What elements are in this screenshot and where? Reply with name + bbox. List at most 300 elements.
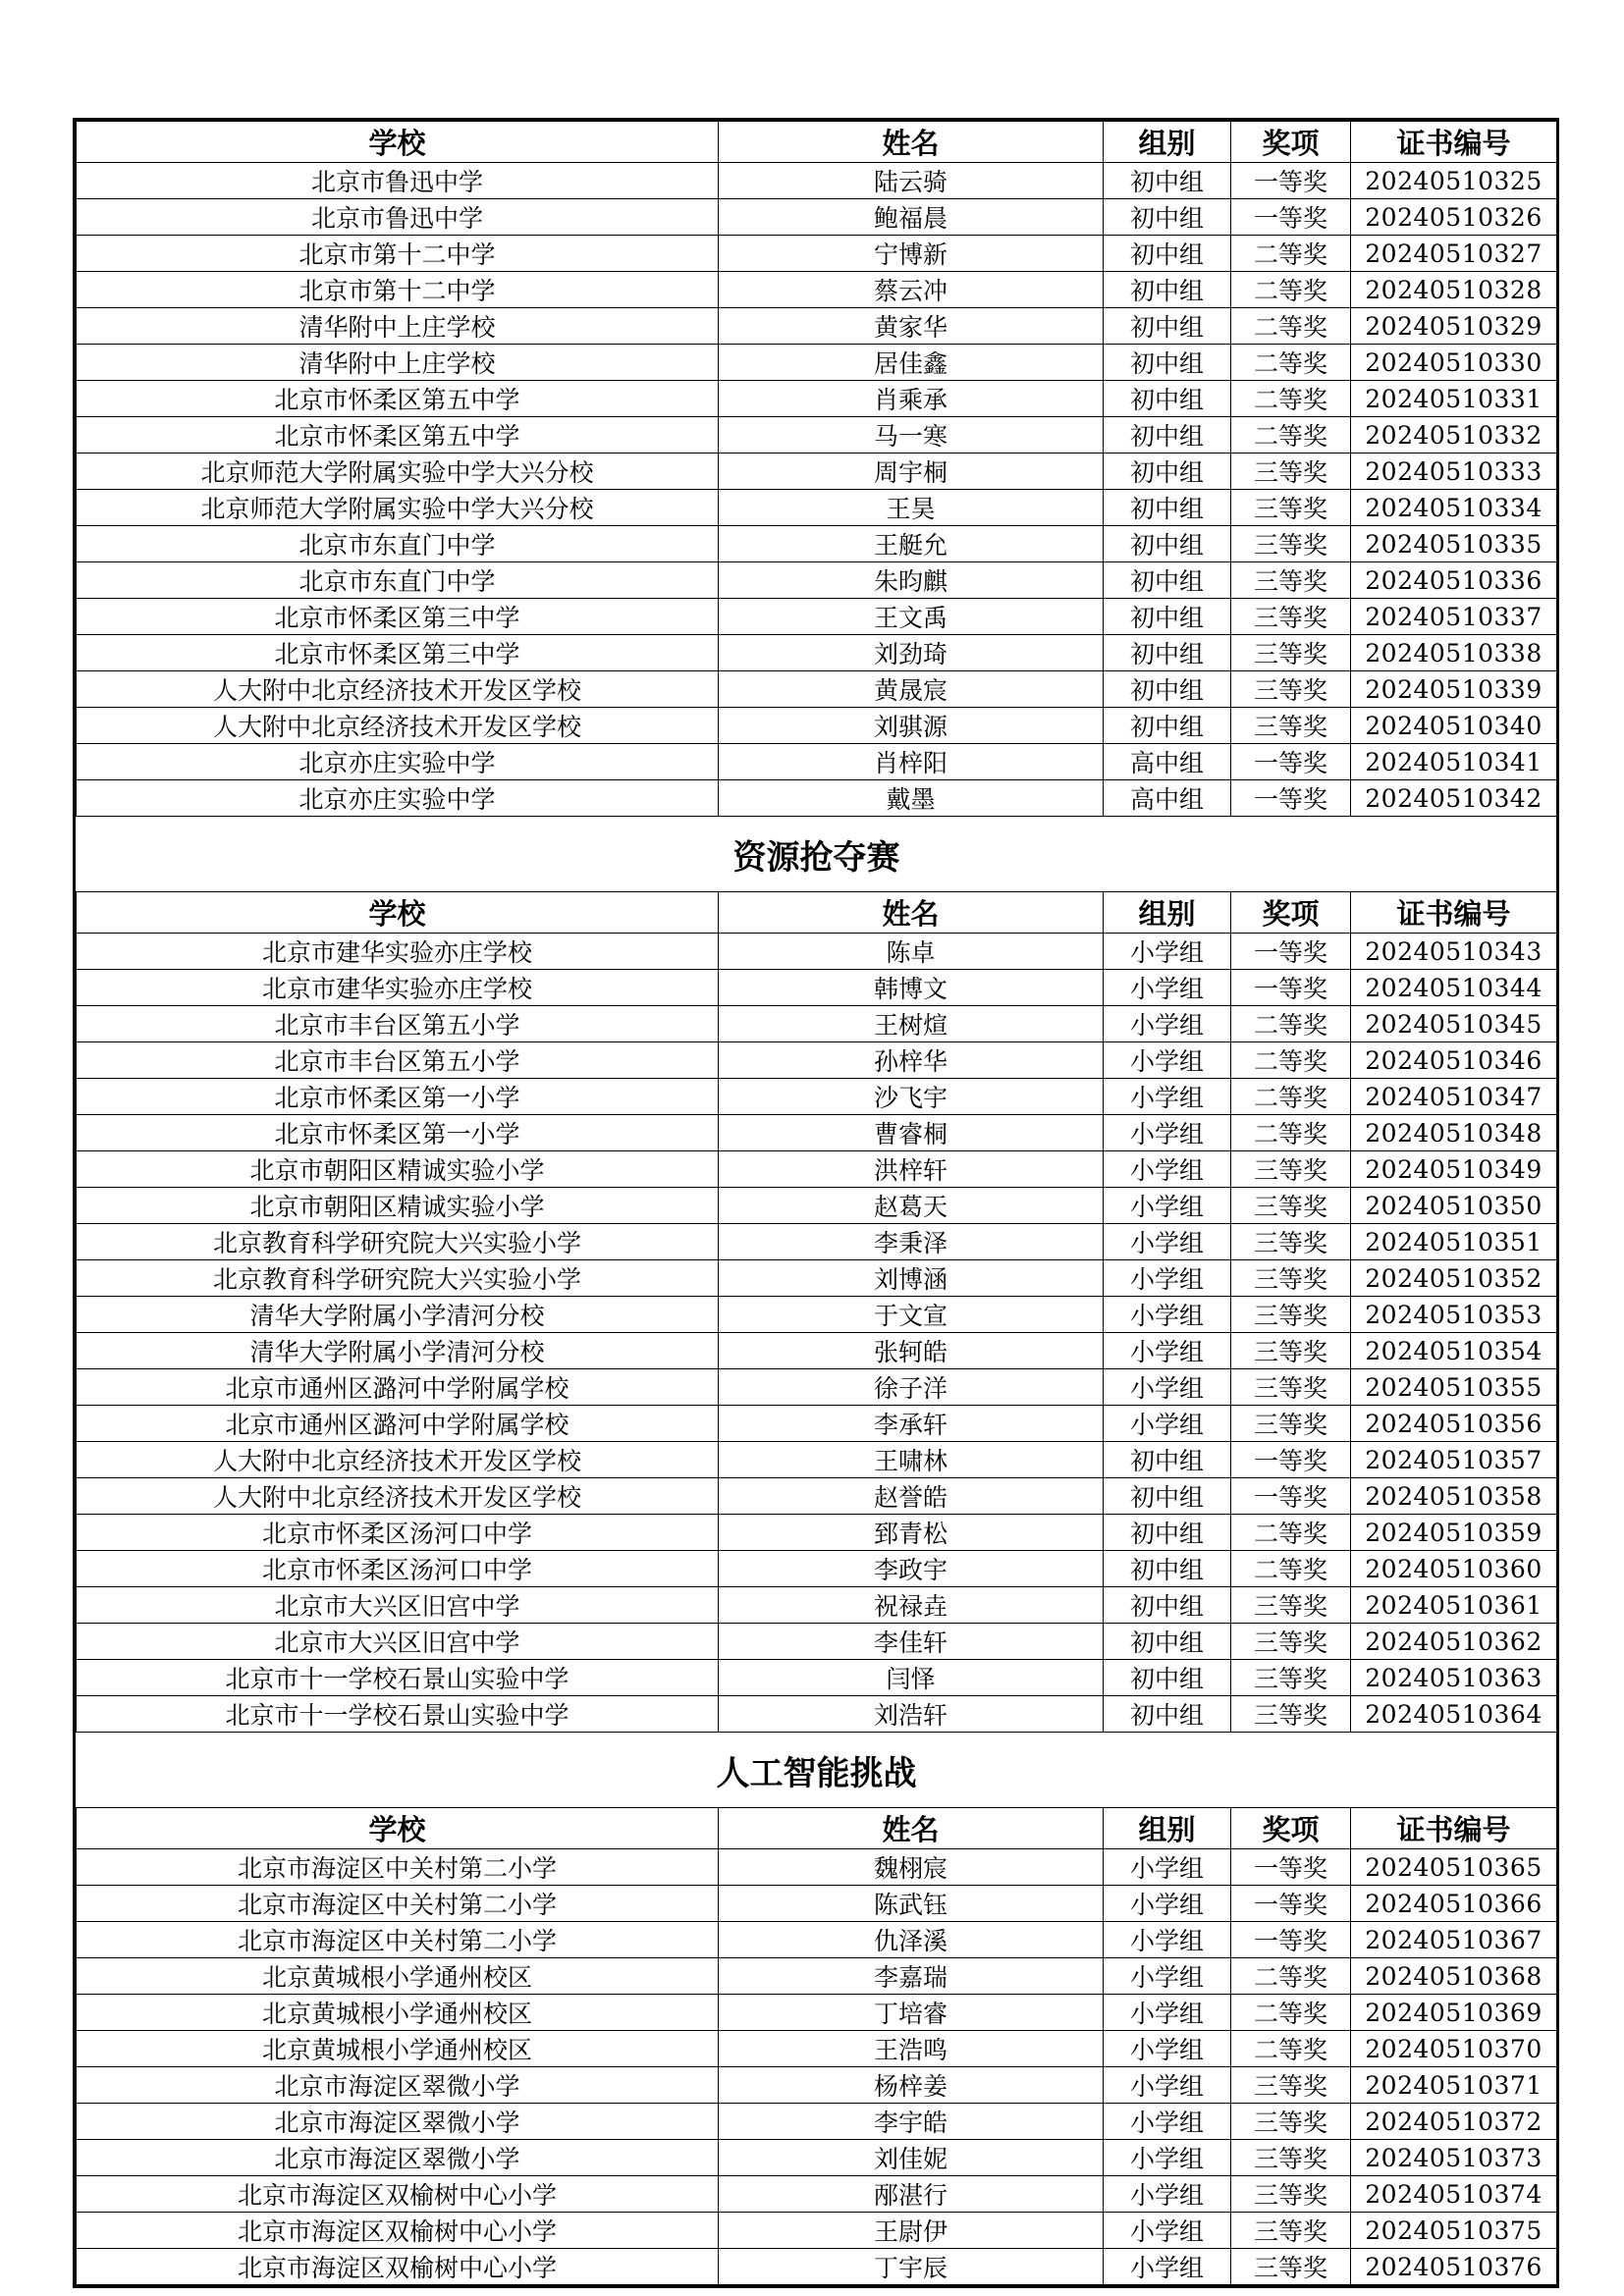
award-cell: 二等奖 — [1231, 381, 1351, 417]
table-row — [77, 272, 1557, 308]
name-cell: 于文宣 — [719, 1297, 1104, 1333]
group-cell: 小学组 — [1104, 2067, 1231, 2104]
school-cell: 北京市鲁迅中学 — [77, 163, 719, 199]
cert-number-cell: 20240510334 — [1351, 490, 1557, 526]
award-cell: 三等奖 — [1231, 1333, 1351, 1369]
award-cell: 二等奖 — [1231, 236, 1351, 272]
award-cell: 二等奖 — [1231, 417, 1351, 454]
cert-number-cell: 20240510352 — [1351, 1260, 1557, 1297]
award-sheet — [73, 118, 1559, 2288]
table-row — [77, 2140, 1557, 2176]
header-name: 姓名 — [719, 892, 1104, 934]
school-cell: 北京市怀柔区第一小学 — [77, 1079, 719, 1115]
school-cell: 北京市怀柔区第三中学 — [77, 635, 719, 671]
cert-number-cell: 20240510343 — [1351, 934, 1557, 970]
cert-number-cell: 20240510374 — [1351, 2176, 1557, 2213]
name-cell: 李宇皓 — [719, 2104, 1104, 2140]
school-cell: 清华附中上庄学校 — [77, 345, 719, 381]
award-cell: 三等奖 — [1231, 1369, 1351, 1406]
table-row — [77, 1886, 1557, 1922]
school-cell: 北京市海淀区双榆树中心小学 — [77, 2249, 719, 2285]
table-row — [77, 1922, 1557, 1958]
name-cell: 韩博文 — [719, 970, 1104, 1006]
name-cell: 朱昀麒 — [719, 562, 1104, 599]
name-cell: 王尉伊 — [719, 2213, 1104, 2249]
cert-number-cell: 20240510326 — [1351, 199, 1557, 236]
header-school: 学校 — [77, 122, 719, 163]
award-cell: 二等奖 — [1231, 1042, 1351, 1079]
group-cell: 初中组 — [1104, 1551, 1231, 1587]
name-cell: 马一寒 — [719, 417, 1104, 454]
cert-number-cell: 20240510341 — [1351, 744, 1557, 780]
award-cell: 二等奖 — [1231, 1079, 1351, 1115]
award-cell: 三等奖 — [1231, 2067, 1351, 2104]
award-cell: 三等奖 — [1231, 1660, 1351, 1696]
name-cell: 沙飞宇 — [719, 1079, 1104, 1115]
name-cell: 刘骐源 — [719, 708, 1104, 744]
table-row — [77, 1442, 1557, 1478]
table-row — [77, 1551, 1557, 1587]
cert-number-cell: 20240510325 — [1351, 163, 1557, 199]
cert-number-cell: 20240510357 — [1351, 1442, 1557, 1478]
award-cell: 一等奖 — [1231, 1849, 1351, 1886]
name-cell: 王艇允 — [719, 526, 1104, 562]
table-row — [77, 2104, 1557, 2140]
name-cell: 赵葛天 — [719, 1188, 1104, 1224]
school-cell: 人大附中北京经济技术开发区学校 — [77, 708, 719, 744]
school-cell: 北京市第十二中学 — [77, 236, 719, 272]
school-cell: 北京黄城根小学通州校区 — [77, 1958, 719, 1995]
group-cell: 小学组 — [1104, 934, 1231, 970]
name-cell: 刘博涵 — [719, 1260, 1104, 1297]
table-row — [77, 454, 1557, 490]
cert-number-cell: 20240510366 — [1351, 1886, 1557, 1922]
award-cell: 三等奖 — [1231, 671, 1351, 708]
award-cell: 一等奖 — [1231, 199, 1351, 236]
cert-number-cell: 20240510370 — [1351, 2031, 1557, 2067]
table-row — [77, 163, 1557, 199]
award-cell: 一等奖 — [1231, 934, 1351, 970]
header-name: 姓名 — [719, 1808, 1104, 1849]
group-cell: 小学组 — [1104, 1958, 1231, 1995]
award-cell: 三等奖 — [1231, 1260, 1351, 1297]
table-row — [77, 2213, 1557, 2249]
cert-number-cell: 20240510376 — [1351, 2249, 1557, 2285]
group-cell: 初中组 — [1104, 562, 1231, 599]
school-cell: 北京市朝阳区精诚实验小学 — [77, 1151, 719, 1188]
award-cell: 三等奖 — [1231, 454, 1351, 490]
group-cell: 初中组 — [1104, 1515, 1231, 1551]
table-row — [77, 1624, 1557, 1660]
cert-number-cell: 20240510340 — [1351, 708, 1557, 744]
group-cell: 小学组 — [1104, 970, 1231, 1006]
school-cell: 北京市海淀区中关村第二小学 — [77, 1849, 719, 1886]
group-cell: 初中组 — [1104, 308, 1231, 345]
table-row — [77, 1849, 1557, 1886]
cert-number-cell: 20240510336 — [1351, 562, 1557, 599]
school-cell: 清华大学附属小学清河分校 — [77, 1297, 719, 1333]
award-cell: 一等奖 — [1231, 1478, 1351, 1515]
name-cell: 刘劲琦 — [719, 635, 1104, 671]
school-cell: 北京市怀柔区第三中学 — [77, 599, 719, 635]
cert-number-cell: 20240510351 — [1351, 1224, 1557, 1260]
school-cell: 北京市大兴区旧宫中学 — [77, 1587, 719, 1624]
name-cell: 王浩鸣 — [719, 2031, 1104, 2067]
group-cell: 初中组 — [1104, 1624, 1231, 1660]
group-cell: 小学组 — [1104, 1297, 1231, 1333]
cert-number-cell: 20240510329 — [1351, 308, 1557, 345]
name-cell: 陈卓 — [719, 934, 1104, 970]
table-row — [77, 2249, 1557, 2285]
school-cell: 北京市东直门中学 — [77, 526, 719, 562]
award-cell: 一等奖 — [1231, 1886, 1351, 1922]
school-cell: 北京亦庄实验中学 — [77, 744, 719, 780]
award-cell: 一等奖 — [1231, 1442, 1351, 1478]
school-cell: 北京市海淀区中关村第二小学 — [77, 1922, 719, 1958]
group-cell: 小学组 — [1104, 1188, 1231, 1224]
award-cell: 一等奖 — [1231, 970, 1351, 1006]
group-cell: 初中组 — [1104, 345, 1231, 381]
table-row — [77, 2176, 1557, 2213]
cert-number-cell: 20240510337 — [1351, 599, 1557, 635]
group-cell: 初中组 — [1104, 236, 1231, 272]
table-row — [77, 417, 1557, 454]
section-title-row — [77, 1733, 1557, 1808]
table-row — [77, 1260, 1557, 1297]
cert-number-cell: 20240510356 — [1351, 1406, 1557, 1442]
cert-number-cell: 20240510345 — [1351, 1006, 1557, 1042]
school-cell: 北京市海淀区翠微小学 — [77, 2067, 719, 2104]
school-cell: 北京市海淀区双榆树中心小学 — [77, 2213, 719, 2249]
award-cell: 三等奖 — [1231, 526, 1351, 562]
group-cell: 初中组 — [1104, 671, 1231, 708]
school-cell: 清华附中上庄学校 — [77, 308, 719, 345]
award-cell: 三等奖 — [1231, 635, 1351, 671]
group-cell: 初中组 — [1104, 1660, 1231, 1696]
name-cell: 仇泽溪 — [719, 1922, 1104, 1958]
group-cell: 小学组 — [1104, 1260, 1231, 1297]
name-cell: 张轲皓 — [719, 1333, 1104, 1369]
header-award: 奖项 — [1231, 122, 1351, 163]
table-row — [77, 1515, 1557, 1551]
table-row — [77, 1224, 1557, 1260]
table-row — [77, 1696, 1557, 1733]
name-cell: 宁博新 — [719, 236, 1104, 272]
cert-number-cell: 20240510364 — [1351, 1696, 1557, 1733]
award-cell: 二等奖 — [1231, 345, 1351, 381]
name-cell: 孙梓华 — [719, 1042, 1104, 1079]
name-cell: 王啸林 — [719, 1442, 1104, 1478]
group-cell: 小学组 — [1104, 1333, 1231, 1369]
school-cell: 北京市鲁迅中学 — [77, 199, 719, 236]
award-cell: 二等奖 — [1231, 1515, 1351, 1551]
award-cell: 二等奖 — [1231, 1115, 1351, 1151]
name-cell: 王昊 — [719, 490, 1104, 526]
group-cell: 小学组 — [1104, 2140, 1231, 2176]
table-row — [77, 599, 1557, 635]
table-row — [77, 2067, 1557, 2104]
table-row — [77, 1333, 1557, 1369]
cert-number-cell: 20240510375 — [1351, 2213, 1557, 2249]
award-table-body — [77, 122, 1557, 2285]
table-row — [77, 1297, 1557, 1333]
name-cell: 李佳轩 — [719, 1624, 1104, 1660]
name-cell: 曹睿桐 — [719, 1115, 1104, 1151]
name-cell: 居佳鑫 — [719, 345, 1104, 381]
name-cell: 郅青松 — [719, 1515, 1104, 1551]
name-cell: 王树煊 — [719, 1006, 1104, 1042]
cert-number-cell: 20240510368 — [1351, 1958, 1557, 1995]
award-cell: 一等奖 — [1231, 780, 1351, 817]
award-cell: 三等奖 — [1231, 1696, 1351, 1733]
award-cell: 三等奖 — [1231, 490, 1351, 526]
name-cell: 黄晟宸 — [719, 671, 1104, 708]
school-cell: 北京市丰台区第五小学 — [77, 1006, 719, 1042]
table-row — [77, 744, 1557, 780]
name-cell: 洪梓轩 — [719, 1151, 1104, 1188]
name-cell: 蔡云冲 — [719, 272, 1104, 308]
school-cell: 北京市海淀区翠微小学 — [77, 2140, 719, 2176]
school-cell: 人大附中北京经济技术开发区学校 — [77, 1442, 719, 1478]
award-cell: 三等奖 — [1231, 2213, 1351, 2249]
group-cell: 小学组 — [1104, 2249, 1231, 2285]
group-cell: 初中组 — [1104, 199, 1231, 236]
award-cell: 三等奖 — [1231, 1624, 1351, 1660]
name-cell: 陆云骑 — [719, 163, 1104, 199]
table-header-row — [77, 892, 1557, 934]
award-cell: 二等奖 — [1231, 2031, 1351, 2067]
name-cell: 丁宇辰 — [719, 2249, 1104, 2285]
award-cell: 三等奖 — [1231, 708, 1351, 744]
award-cell: 三等奖 — [1231, 2249, 1351, 2285]
award-cell: 一等奖 — [1231, 163, 1351, 199]
award-table — [76, 121, 1557, 2285]
group-cell: 小学组 — [1104, 2104, 1231, 2140]
table-row — [77, 635, 1557, 671]
school-cell: 北京市大兴区旧宫中学 — [77, 1624, 719, 1660]
group-cell: 小学组 — [1104, 1115, 1231, 1151]
cert-number-cell: 20240510346 — [1351, 1042, 1557, 1079]
cert-number-cell: 20240510354 — [1351, 1333, 1557, 1369]
award-cell: 二等奖 — [1231, 1551, 1351, 1587]
cert-number-cell: 20240510367 — [1351, 1922, 1557, 1958]
school-cell: 北京市海淀区翠微小学 — [77, 2104, 719, 2140]
name-cell: 周宇桐 — [719, 454, 1104, 490]
table-row — [77, 1958, 1557, 1995]
header-award: 奖项 — [1231, 1808, 1351, 1849]
table-row — [77, 490, 1557, 526]
cert-number-cell: 20240510331 — [1351, 381, 1557, 417]
table-row — [77, 780, 1557, 817]
cert-number-cell: 20240510369 — [1351, 1995, 1557, 2031]
table-row — [77, 199, 1557, 236]
school-cell: 北京市怀柔区汤河口中学 — [77, 1551, 719, 1587]
name-cell: 王文禹 — [719, 599, 1104, 635]
school-cell: 北京师范大学附属实验中学大兴分校 — [77, 454, 719, 490]
group-cell: 初中组 — [1104, 1478, 1231, 1515]
group-cell: 小学组 — [1104, 2031, 1231, 2067]
school-cell: 北京黄城根小学通州校区 — [77, 1995, 719, 2031]
award-cell: 二等奖 — [1231, 1995, 1351, 2031]
school-cell: 人大附中北京经济技术开发区学校 — [77, 1478, 719, 1515]
award-cell: 三等奖 — [1231, 1297, 1351, 1333]
name-cell: 黄家华 — [719, 308, 1104, 345]
school-cell: 北京市通州区潞河中学附属学校 — [77, 1406, 719, 1442]
award-cell: 三等奖 — [1231, 1587, 1351, 1624]
school-cell: 北京市海淀区中关村第二小学 — [77, 1886, 719, 1922]
group-cell: 小学组 — [1104, 1995, 1231, 2031]
group-cell: 小学组 — [1104, 1406, 1231, 1442]
name-cell: 丁培睿 — [719, 1995, 1104, 2031]
group-cell: 小学组 — [1104, 1886, 1231, 1922]
group-cell: 初中组 — [1104, 1696, 1231, 1733]
name-cell: 李承轩 — [719, 1406, 1104, 1442]
table-header-row — [77, 1808, 1557, 1849]
group-cell: 高中组 — [1104, 744, 1231, 780]
table-row — [77, 345, 1557, 381]
cert-number-cell: 20240510362 — [1351, 1624, 1557, 1660]
header-cert-number: 证书编号 — [1351, 1808, 1557, 1849]
group-cell: 初中组 — [1104, 1442, 1231, 1478]
group-cell: 小学组 — [1104, 1042, 1231, 1079]
name-cell: 陈武钰 — [719, 1886, 1104, 1922]
cert-number-cell: 20240510328 — [1351, 272, 1557, 308]
school-cell: 北京市海淀区双榆树中心小学 — [77, 2176, 719, 2213]
header-cert-number: 证书编号 — [1351, 122, 1557, 163]
table-row — [77, 308, 1557, 345]
award-cell: 三等奖 — [1231, 599, 1351, 635]
cert-number-cell: 20240510350 — [1351, 1188, 1557, 1224]
award-cell: 一等奖 — [1231, 744, 1351, 780]
school-cell: 北京市怀柔区汤河口中学 — [77, 1515, 719, 1551]
table-row — [77, 1995, 1557, 2031]
name-cell: 肖梓阳 — [719, 744, 1104, 780]
group-cell: 初中组 — [1104, 454, 1231, 490]
group-cell: 小学组 — [1104, 1151, 1231, 1188]
cert-number-cell: 20240510335 — [1351, 526, 1557, 562]
award-cell: 三等奖 — [1231, 2104, 1351, 2140]
school-cell: 北京市朝阳区精诚实验小学 — [77, 1188, 719, 1224]
name-cell: 邴湛行 — [719, 2176, 1104, 2213]
cert-number-cell: 20240510330 — [1351, 345, 1557, 381]
table-row — [77, 1406, 1557, 1442]
header-group: 组别 — [1104, 1808, 1231, 1849]
name-cell: 刘佳妮 — [719, 2140, 1104, 2176]
name-cell: 李嘉瑞 — [719, 1958, 1104, 1995]
cert-number-cell: 20240510372 — [1351, 2104, 1557, 2140]
group-cell: 小学组 — [1104, 1224, 1231, 1260]
table-row — [77, 236, 1557, 272]
cert-number-cell: 20240510332 — [1351, 417, 1557, 454]
table-row — [77, 381, 1557, 417]
school-cell: 清华大学附属小学清河分校 — [77, 1333, 719, 1369]
cert-number-cell: 20240510361 — [1351, 1587, 1557, 1624]
table-row — [77, 2031, 1557, 2067]
group-cell: 初中组 — [1104, 490, 1231, 526]
cert-number-cell: 20240510333 — [1351, 454, 1557, 490]
table-row — [77, 1660, 1557, 1696]
school-cell: 北京市第十二中学 — [77, 272, 719, 308]
school-cell: 北京教育科学研究院大兴实验小学 — [77, 1260, 719, 1297]
group-cell: 初中组 — [1104, 635, 1231, 671]
section-title: 资源抢夺赛 — [77, 817, 1557, 892]
cert-number-cell: 20240510339 — [1351, 671, 1557, 708]
school-cell: 北京市丰台区第五小学 — [77, 1042, 719, 1079]
header-cert-number: 证书编号 — [1351, 892, 1557, 934]
cert-number-cell: 20240510358 — [1351, 1478, 1557, 1515]
group-cell: 初中组 — [1104, 526, 1231, 562]
header-group: 组别 — [1104, 892, 1231, 934]
group-cell: 小学组 — [1104, 2176, 1231, 2213]
award-cell: 三等奖 — [1231, 2176, 1351, 2213]
group-cell: 小学组 — [1104, 1369, 1231, 1406]
group-cell: 小学组 — [1104, 2213, 1231, 2249]
school-cell: 北京教育科学研究院大兴实验小学 — [77, 1224, 719, 1260]
school-cell: 北京市十一学校石景山实验中学 — [77, 1696, 719, 1733]
school-cell: 北京师范大学附属实验中学大兴分校 — [77, 490, 719, 526]
table-row — [77, 1188, 1557, 1224]
name-cell: 刘浩轩 — [719, 1696, 1104, 1733]
cert-number-cell: 20240510363 — [1351, 1660, 1557, 1696]
group-cell: 初中组 — [1104, 163, 1231, 199]
table-row — [77, 1006, 1557, 1042]
cert-number-cell: 20240510373 — [1351, 2140, 1557, 2176]
table-row — [77, 970, 1557, 1006]
group-cell: 初中组 — [1104, 272, 1231, 308]
award-cell: 三等奖 — [1231, 562, 1351, 599]
school-cell: 人大附中北京经济技术开发区学校 — [77, 671, 719, 708]
award-cell: 三等奖 — [1231, 1151, 1351, 1188]
table-row — [77, 562, 1557, 599]
school-cell: 北京市怀柔区第五中学 — [77, 417, 719, 454]
school-cell: 北京市怀柔区第五中学 — [77, 381, 719, 417]
award-cell: 二等奖 — [1231, 308, 1351, 345]
name-cell: 戴墨 — [719, 780, 1104, 817]
name-cell: 李秉泽 — [719, 1224, 1104, 1260]
cert-number-cell: 20240510359 — [1351, 1515, 1557, 1551]
school-cell: 北京亦庄实验中学 — [77, 780, 719, 817]
group-cell: 小学组 — [1104, 1922, 1231, 1958]
name-cell: 肖乘承 — [719, 381, 1104, 417]
name-cell: 杨梓姜 — [719, 2067, 1104, 2104]
name-cell: 李政宇 — [719, 1551, 1104, 1587]
table-row — [77, 708, 1557, 744]
award-cell: 一等奖 — [1231, 1922, 1351, 1958]
table-row — [77, 1115, 1557, 1151]
group-cell: 高中组 — [1104, 780, 1231, 817]
header-school: 学校 — [77, 1808, 719, 1849]
cert-number-cell: 20240510344 — [1351, 970, 1557, 1006]
school-cell: 北京市十一学校石景山实验中学 — [77, 1660, 719, 1696]
cert-number-cell: 20240510348 — [1351, 1115, 1557, 1151]
award-cell: 三等奖 — [1231, 1406, 1351, 1442]
award-cell: 二等奖 — [1231, 1958, 1351, 1995]
school-cell: 北京黄城根小学通州校区 — [77, 2031, 719, 2067]
header-award: 奖项 — [1231, 892, 1351, 934]
group-cell: 初中组 — [1104, 381, 1231, 417]
name-cell: 鲍福晨 — [719, 199, 1104, 236]
school-cell: 北京市建华实验亦庄学校 — [77, 970, 719, 1006]
table-row — [77, 1587, 1557, 1624]
award-cell: 三等奖 — [1231, 1224, 1351, 1260]
header-school: 学校 — [77, 892, 719, 934]
group-cell: 小学组 — [1104, 1849, 1231, 1886]
name-cell: 闫怿 — [719, 1660, 1104, 1696]
name-cell: 魏栩宸 — [719, 1849, 1104, 1886]
cert-number-cell: 20240510342 — [1351, 780, 1557, 817]
table-row — [77, 1478, 1557, 1515]
group-cell: 初中组 — [1104, 1587, 1231, 1624]
